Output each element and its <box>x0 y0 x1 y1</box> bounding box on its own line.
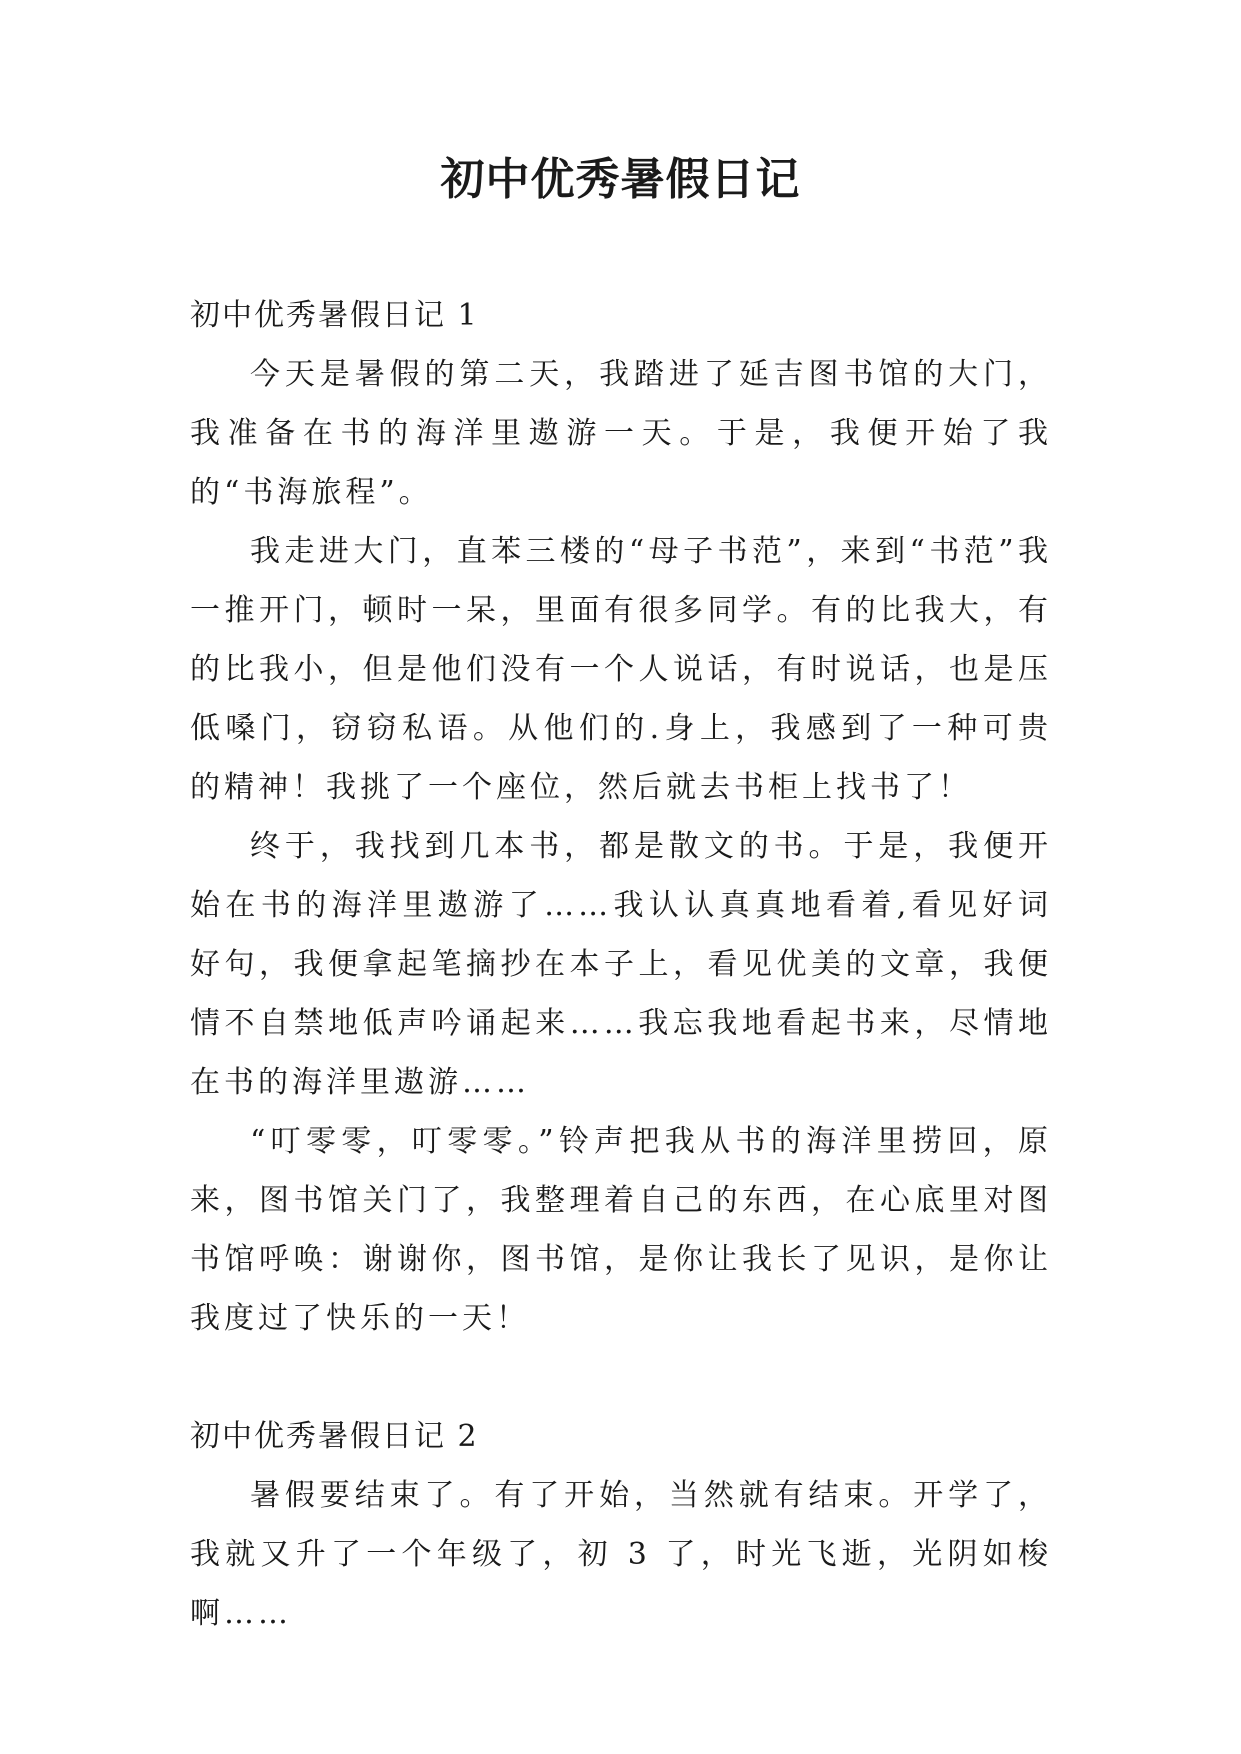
diary-entry-2 <box>190 1407 1052 1643</box>
entry-heading: 初中优秀暑假日记 1 <box>190 298 479 333</box>
paragraph: “叮零零，叮零零。”铃声把我从书的海洋里捞回，原来，图书馆关门了，我整理着自己的东西，在心底里对图书馆呼唤：谢谢你，图书馆，是你让我长了见识，是你让我度过了快乐的一天！ <box>190 1124 1052 1336</box>
paragraph: 暑假要结束了。有了开始，当然就有结束。开学了，我就又升了一个年级了，初 3 了，时光飞逝，光阴如梭啊…… <box>190 1478 1052 1631</box>
diary-entry-1 <box>190 286 1052 1348</box>
paragraph: 今天是暑假的第二天，我踏进了延吉图书馆的大门，我准备在书的海洋里遨游一天。于是，我便开始了我的“书海旅程”。 <box>190 357 1052 510</box>
entry-heading: 初中优秀暑假日记 2 <box>190 1419 479 1454</box>
paragraph: 我走进大门，直苯三楼的“母子书范”，来到“书范”我一推开门，顿时一呆，里面有很多同学。有的比我大，有的比我小，但是他们没有一个人说话，有时说话，也是压低嗓门，窃窃私语。从他们的.身上，我感到了一种可贵的精神！我挑了一个座位，然后就去书柜上找书了！ <box>190 534 1052 805</box>
document-body <box>190 286 1052 1643</box>
document-title: 初中优秀暑假日记 <box>440 154 801 205</box>
paragraph: 终于，我找到几本书，都是散文的书。于是，我便开始在书的海洋里遨游了……我认认真真地看着,看见好词好句，我便拿起笔摘抄在本子上，看见优美的文章，我便情不自禁地低声吟诵起来……我忘我地看起书来，尽情地在书的海洋里遨游…… <box>190 829 1052 1100</box>
